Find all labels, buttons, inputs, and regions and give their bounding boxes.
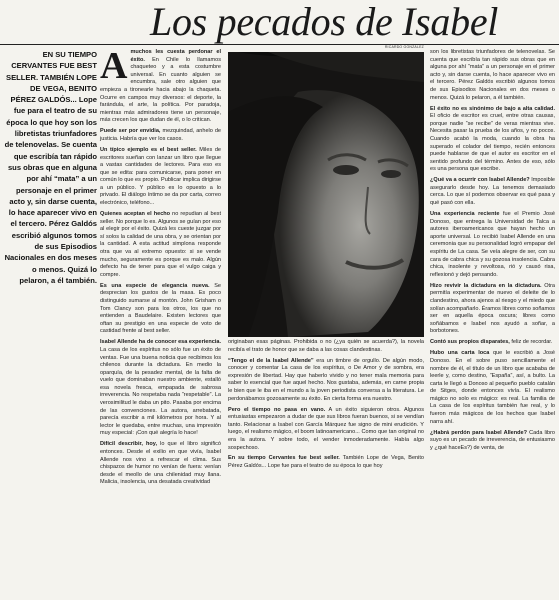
article-column-2: [228, 339, 424, 474]
paragraph: [430, 49, 555, 102]
paragraph-text: Cada libro suyo es un pecado de irreverencia, de entusiasmo y ¿qué haceEs?) de venta, de: [430, 429, 556, 451]
article-column-1: [100, 45, 222, 490]
article-title: Los pecados de Isabel: [150, 0, 499, 44]
paragraph: [430, 211, 555, 279]
paragraph-text: lo que el libro significó entonces. Desde el exilio en que vivía, Isabel Allende nos vino a refrescar el clima. Sus chispazos de humor no venían de fuera: venían desde el meollo de una chilenidad muy llana. Malicia, insolencia, una desatada creatividad: [100, 441, 221, 486]
author-portrait-photo: [228, 52, 424, 337]
paragraph-text: que le escribió a José Donoso. En el sobre puso sencillamente el nombre de él, el título de un libro que acababa de leerle y, como destino, “España”, así, a bulto. La carta le llegó a Donoso al pequeño pueblo catalán de Sitges, donde entonces vivía. El realismo mágico no solo es mágico: es real. La familia de La casa de los espíritus también fue real, y lo fueron más mágicos de los hechos que Isabel narra ahí.: [430, 350, 555, 425]
paragraph-text: feliz de recordar.: [509, 339, 553, 346]
paragraph-lead: Una experiencia reciente: [430, 211, 500, 218]
article-column-3: [430, 49, 555, 456]
paragraph: [430, 350, 555, 426]
photo-credit: RICARDO GONZÁLEZ: [384, 45, 424, 49]
paragraph-lead: Puede ser por envidia,: [100, 128, 161, 135]
paragraph: [228, 407, 424, 453]
paragraph: [228, 455, 424, 470]
paragraph: [430, 339, 555, 347]
paragraph: [430, 106, 555, 174]
paragraph-text: Otra permitía experimentar de nuevo el deleite de lo clandestino, ahora ajenos al riesgo y el miedo que solían acompañarlo. Éramos libres como soñamos ser en aquella época oscura; libres como soñábamos e Isabel nos ayudó a soñar, a borbotones.: [430, 282, 555, 335]
paragraph-lead: ¿Habrá perdón para Isabel Allende?: [430, 429, 528, 436]
paragraph-text: fue el Premio José Donoso, que entrega la Universidad de Talca a autores iberoamericanos que hayan hecho un aporte universal. Lo recibió Isabel Allende en una ceremonia que su personalidad logró empapar del espíritu de La casa. Se veía alegre de ser, con su cara de cabra chica y su gozosa insolencia. Cabra chica, insolente y revoltosa, rió y causó risa, reflexionó y dejó pensando.: [430, 211, 555, 278]
paragraph-text: La casa de los espíritus no sólo fue un éxito de ventas. Fue una buena noticia que recibimos los chilenos durante la dictadura. En medio la oparquía, de la pesadez mental, de la falta de vuelo que dominaban nuestro ambiente, estalló esa novela fresca, empapada de sabrosa irreverencia. No respetaba nada “respetable”. La verosimilitud le daba un pito. Pasaba por encima de las convenciones. La autora, arrebatada, parecía escribir a mil kilómetros por hora. Y al lector le quedaba, entre muchas, una impresión muy especial: ¡Con qué alegría lo hace!: [100, 346, 221, 437]
paragraph: [100, 283, 221, 336]
paragraph: [100, 441, 221, 487]
drop-cap: A: [100, 45, 128, 87]
paragraph-text: son los libretistas triunfadores de telenovelas. Se cuenta que escribía tan rápido sus obras que en alguna por ahí “mata” a un personaje en el primer acto y, sin darse cuenta, lo hace aparecer vivo en el tercero. Pérez Galdós escribió algunos tomos de sus Episodios Nacionales en dos meses o menos. Quizá lo pelaron, a él también.: [430, 49, 555, 101]
paragraph-lead: Contó sus propios disparates,: [430, 339, 510, 346]
paragraph-text: El oficio de escritor es cruel, entre otras causas, porque nadie “se recibe” de veras mientras vive. Necesita pasar la prueba de los años, y no pocos. Cuando acabó la moda, cuando la obra ha superado el colador del tiempo, recién entonces puede hablarse de que el autor es escritor en el sentido profundo del término. Antes de eso, sólo es una persona que escribe.: [430, 113, 555, 173]
paragraph: [100, 211, 221, 279]
paragraph-lead: En su tiempo Cervantes fue best seller.: [228, 455, 340, 462]
paragraph-lead: Isabel Allende ha de conocer esa experiencia.: [100, 339, 221, 346]
paragraph-text: mezquindad, anhelo de justicia. Habría que ver los casos.: [100, 128, 221, 142]
paragraph-text: Se desprecian los gustos de la masa. Es poco distinguido sumarse al montón. John Grisham o Tom Clancy son para los otros, los que no entienden a Baudelaire. Existen lectores que oftan su prestigio en una especie de voto de castidad frente al best seller.: [100, 282, 221, 335]
paragraph-text: Miles de escritores sueñan con lanzar un libro que llegue a vastas cantidades de lectores. Para eso es que se edita: para comunicarse, para poner en común lo que es propio. Publicar implica dirigirse a un público. Y público es lo opuesto a lo privado. El diálogo íntimo se da por carta, correo electrónico, teléfono...: [100, 146, 222, 207]
sidebar-pull-quote: EN SU TIEMPO CERVANTES FUE BEST SELLER. TAMBIÉN LOPE DE VEGA, BENITO PÉREZ GALDÓS... Lope fue para el teatro de su época lo que hoy son los libretistas triunfadores de telenovelas. Se cuenta que escribía tan rápido sus obras que en alguna por ahí “mata” a un personaje en el primer acto y, sin darse cuenta, lo hace aparecer vivo en el tercero. Pérez Galdós escribió algunos tomos de sus Episodios Nacionales en dos meses o menos. Quizá lo pelaron, a él también.: [4, 50, 97, 285]
paragraph: [100, 147, 221, 208]
paragraph: [430, 283, 555, 336]
paragraph-lead: muchos les cuesta perdonar el éxito.: [130, 49, 221, 63]
paragraph-lead: “Tengo el de la Isabel Allende”: [228, 357, 314, 364]
paragraph-text: era un timbre de orgullo. De algún modo, conocer y comentar La casa de los espíritus, o De Amor y de sombra, era expresión de libertad. Hay que haberlo vivido y no tener mala memoria para saber lo esencial que fue aquel hecho. Nos gustaba, además, en carne propia le bien que le iba en el mundo a la joven periodista conversa a la literatura. Le perdonábamos gozosamente su éxito. En cierta forma era nuestro.: [228, 357, 425, 402]
paragraph-text: no repudian al best seller. No porque lo es. Algunos se guían por eso al elegir por el éxito. Quizá les cueste juzgar por sí solos la calidad de una obra, y se orientan por la cantidad. A esta actitud simplona responde otra que va al extremo opuesto: si se vende mucho, seguramente es porque es malo. Algún defecto ha de tener para que el vulgo caiga y compre.: [100, 211, 221, 278]
paragraph-lead: Hizo revivir la dictadura en la dictadura.: [430, 282, 542, 289]
paragraph: [100, 45, 221, 125]
paragraph-lead: Pero el tiempo no pasa en vano.: [228, 406, 326, 413]
paragraph-lead: Un típico ejemplo es el best seller.: [100, 146, 197, 153]
paragraph-text: También Lope de Vega, Benito Pérez Galdós... Lope fue para el teatro de su época lo que hoy: [228, 455, 425, 470]
title-rule: [0, 44, 559, 45]
paragraph: [228, 339, 424, 354]
paragraph-lead: Difícil describir, hoy,: [100, 441, 157, 448]
paragraph-lead: El éxito no es sinónimo de bajo a alta calidad.: [430, 105, 555, 112]
paragraph-lead: Hubo una carta loca: [430, 350, 490, 357]
paragraph: [228, 358, 424, 404]
paragraph-lead: ¿Qué va a ocurrir con Isabel Allende?: [430, 177, 530, 184]
paragraph-text: En Chile lo llamamos chaqueteo y a esta costumbre universal. En cuanto alguien se encumbra, sale otro alguien que empieza a tironearle hacia abajo la chaqueta. Ocurre en campos muy diversos: el deporte, la farándula, el arte, la política. Por paradoja, mientras más admiradores tiene un personaje, más crecen los que dudan de él, o lo critican.: [100, 56, 221, 124]
paragraph: [430, 430, 555, 453]
paragraph-lead: Quienes aceptan el hecho: [100, 211, 171, 218]
paragraph-text: A un éxito siguieron otros. Algunos entusiastas empezaron a dudar de que sus libros fueran buenos, si se vendían tanto. Relacionar a Isabel con García Márquez fue signo de mini erudición. Y luego, el realismo mágico, el boom latinoamericano... Como que tan original no era la autora. Y sobre todo, el vender inmoderadamente. Había algo sospechoso.: [228, 406, 424, 451]
paragraph: [430, 177, 555, 207]
paragraph-text: originaban esas páginas. Prohibida o no (¿ya quién se acuerda?), la novela recibía el trato de honor que se daba a las cosas clandestinas.: [228, 339, 424, 353]
paragraph: [100, 339, 221, 438]
paragraph-text: Imposible asegurarlo desde hoy. La tenemos demasiado cerca. Lo que sí podemos observar es qué pasa y qué pasó con ella.: [430, 177, 556, 207]
portrait-illustration: [228, 52, 424, 337]
paragraph-lead: Es una especie de elegancia nueva.: [100, 282, 210, 289]
paragraph: [100, 128, 221, 143]
